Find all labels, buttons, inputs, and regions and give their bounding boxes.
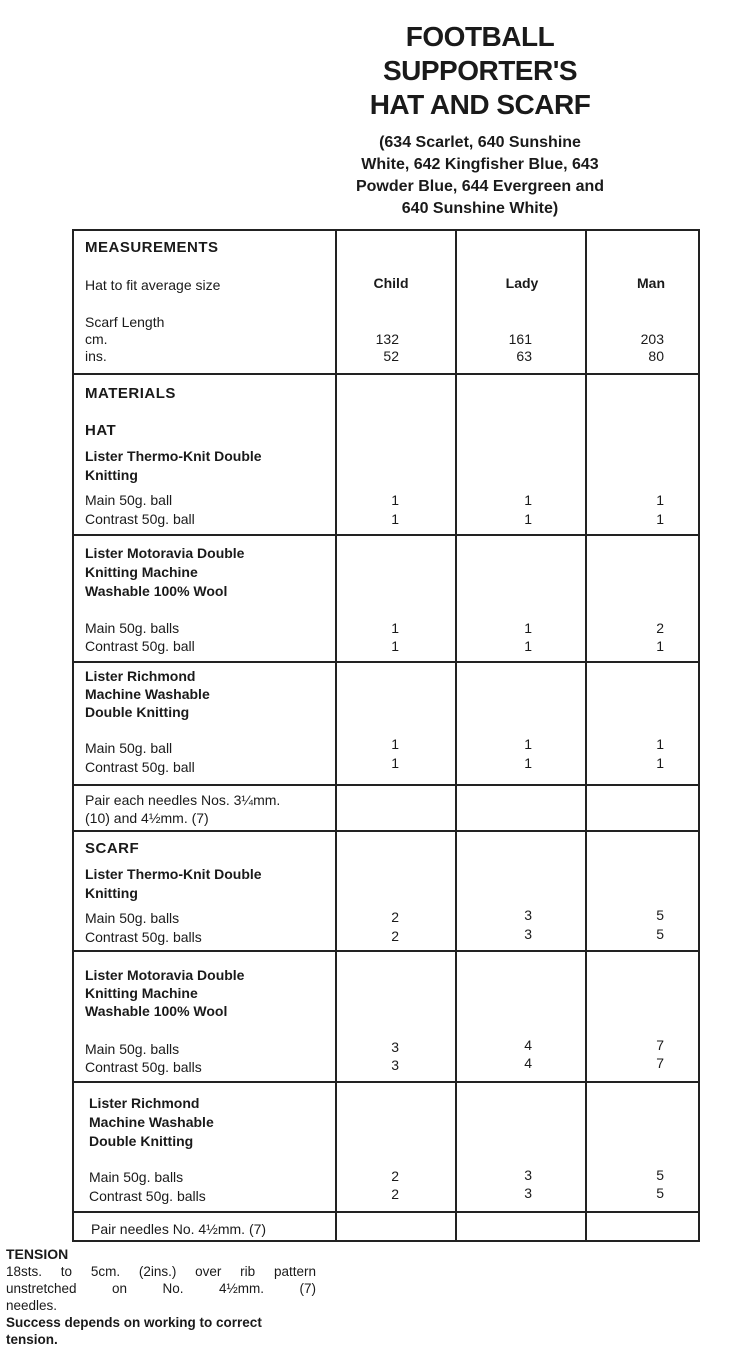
- tension-line: unstretched on No. 4½mm. (7): [6, 1281, 316, 1296]
- qty-child: 1: [391, 492, 399, 508]
- column-divider: [335, 229, 337, 1241]
- ins-man: 80: [648, 348, 664, 364]
- qty-child: 1: [391, 755, 399, 771]
- column-header-man: Man: [637, 275, 665, 291]
- qty-lady: 1: [524, 492, 532, 508]
- qty-child: 3: [391, 1057, 399, 1073]
- contrast-label: Contrast 50g. ball: [85, 638, 195, 654]
- yarn-name: Lister Motoravia Double: [85, 967, 245, 983]
- qty-lady: 4: [524, 1055, 532, 1071]
- qty-child: 2: [391, 909, 399, 925]
- needles-text: Pair needles No. 4½mm. (7): [91, 1221, 267, 1237]
- row-divider: [72, 534, 700, 536]
- contrast-label: Contrast 50g. ball: [85, 511, 195, 527]
- subtitle-line: Powder Blue, 644 Evergreen and: [355, 178, 605, 195]
- qty-lady: 3: [524, 907, 532, 923]
- title-line: HAT AND SCARF: [369, 89, 591, 120]
- cm-label: cm.: [85, 331, 108, 347]
- contrast-label: Contrast 50g. balls: [85, 929, 202, 945]
- title-line: FOOTBALL: [405, 21, 555, 52]
- yarn-name: Washable 100% Wool: [85, 1003, 228, 1019]
- contrast-label: Contrast 50g. ball: [85, 759, 195, 775]
- materials-heading: MATERIALS: [85, 385, 176, 402]
- yarn-name: Lister Thermo-Knit Double: [85, 866, 262, 882]
- yarn-name: Lister Richmond: [85, 668, 196, 684]
- qty-child: 1: [391, 638, 399, 654]
- title-line: SUPPORTER'S: [382, 55, 578, 86]
- qty-lady: 3: [524, 926, 532, 942]
- scarf-heading: SCARF: [85, 840, 140, 857]
- tension-section: [6, 1246, 316, 1348]
- main-label: Main 50g. balls: [85, 620, 180, 636]
- cm-lady: 161: [508, 331, 532, 347]
- yarn-name: Knitting Machine: [85, 564, 198, 580]
- ins-child: 52: [383, 348, 399, 364]
- qty-child: 2: [391, 1168, 399, 1184]
- yarn-name: Knitting: [85, 885, 138, 901]
- main-label: Main 50g. ball: [85, 740, 173, 756]
- table-border-left: [72, 229, 74, 1241]
- column-header-lady: Lady: [505, 275, 539, 291]
- main-label: Main 50g. ball: [85, 492, 173, 508]
- yarn-name: Lister Thermo-Knit Double: [85, 448, 262, 464]
- qty-man: 1: [656, 755, 664, 771]
- yarn-name: Double Knitting: [85, 704, 190, 720]
- tension-note: tension.: [6, 1332, 58, 1347]
- materials-table: [72, 229, 700, 1241]
- qty-lady: 1: [524, 736, 532, 752]
- tension-note: Success depends on working to correct: [6, 1315, 262, 1330]
- contrast-label: Contrast 50g. balls: [89, 1188, 206, 1204]
- qty-man: 7: [656, 1055, 664, 1071]
- tension-line: 18sts. to 5cm. (2ins.) over rib pattern: [6, 1264, 316, 1279]
- column-divider: [455, 229, 457, 1241]
- row-divider: [72, 950, 700, 952]
- qty-man: 5: [656, 926, 664, 942]
- qty-lady: 1: [524, 755, 532, 771]
- hat-size-label: Hat to fit average size: [85, 277, 221, 293]
- ins-label: ins.: [85, 348, 107, 364]
- cm-child: 132: [375, 331, 399, 347]
- scarf-length-label: Scarf Length: [85, 314, 165, 330]
- qty-lady: 4: [524, 1037, 532, 1053]
- page-title: [330, 20, 630, 122]
- qty-man: 7: [656, 1037, 664, 1053]
- tension-heading: TENSION: [6, 1246, 69, 1262]
- yarn-name: Machine Washable: [89, 1114, 214, 1130]
- hat-heading: HAT: [85, 422, 117, 439]
- yarn-name: Machine Washable: [85, 686, 210, 702]
- qty-lady: 3: [524, 1167, 532, 1183]
- yarn-name: Lister Motoravia Double: [85, 545, 245, 561]
- table-border-bottom: [72, 1240, 700, 1242]
- contrast-label: Contrast 50g. balls: [85, 1059, 202, 1075]
- qty-child: 1: [391, 736, 399, 752]
- qty-child: 1: [391, 620, 399, 636]
- yarn-name: Lister Richmond: [89, 1095, 200, 1111]
- qty-man: 1: [656, 638, 664, 654]
- qty-lady: 1: [524, 511, 532, 527]
- qty-child: 3: [391, 1039, 399, 1055]
- qty-lady: 3: [524, 1185, 532, 1201]
- row-divider: [72, 1211, 700, 1213]
- qty-man: 5: [656, 1167, 664, 1183]
- qty-man: 2: [656, 620, 664, 636]
- qty-man: 1: [656, 736, 664, 752]
- qty-man: 1: [656, 511, 664, 527]
- subtitle-line: (634 Scarlet, 640 Sunshine: [379, 134, 581, 151]
- tension-line: needles.: [6, 1298, 58, 1313]
- needles-text: Pair each needles Nos. 3¼mm.: [85, 792, 281, 808]
- qty-man: 1: [656, 492, 664, 508]
- qty-lady: 1: [524, 638, 532, 654]
- qty-man: 5: [656, 1185, 664, 1201]
- main-label: Main 50g. balls: [85, 910, 180, 926]
- main-label: Main 50g. balls: [85, 1041, 180, 1057]
- yarn-colours: [320, 132, 640, 220]
- yarn-name: Double Knitting: [89, 1133, 194, 1149]
- qty-child: 2: [391, 1186, 399, 1202]
- yarn-name: Knitting Machine: [85, 985, 198, 1001]
- yarn-name: Knitting: [85, 467, 138, 483]
- table-border-top: [72, 229, 700, 231]
- row-divider: [72, 1081, 700, 1083]
- yarn-name: Washable 100% Wool: [85, 583, 228, 599]
- measurements-heading: MEASUREMENTS: [85, 239, 219, 256]
- main-label: Main 50g. balls: [89, 1169, 184, 1185]
- ins-lady: 63: [516, 348, 532, 364]
- subtitle-line: White, 642 Kingfisher Blue, 643: [361, 156, 599, 173]
- qty-man: 5: [656, 907, 664, 923]
- row-divider: [72, 661, 700, 663]
- row-divider: [72, 373, 700, 375]
- row-divider: [72, 830, 700, 832]
- qty-child: 2: [391, 928, 399, 944]
- column-divider: [585, 229, 587, 1241]
- row-divider: [72, 784, 700, 786]
- qty-child: 1: [391, 511, 399, 527]
- column-header-child: Child: [373, 275, 409, 291]
- subtitle-line: 640 Sunshine White): [401, 200, 559, 217]
- table-border-right: [698, 229, 700, 1241]
- cm-man: 203: [640, 331, 664, 347]
- qty-lady: 1: [524, 620, 532, 636]
- needles-text: (10) and 4½mm. (7): [85, 810, 209, 826]
